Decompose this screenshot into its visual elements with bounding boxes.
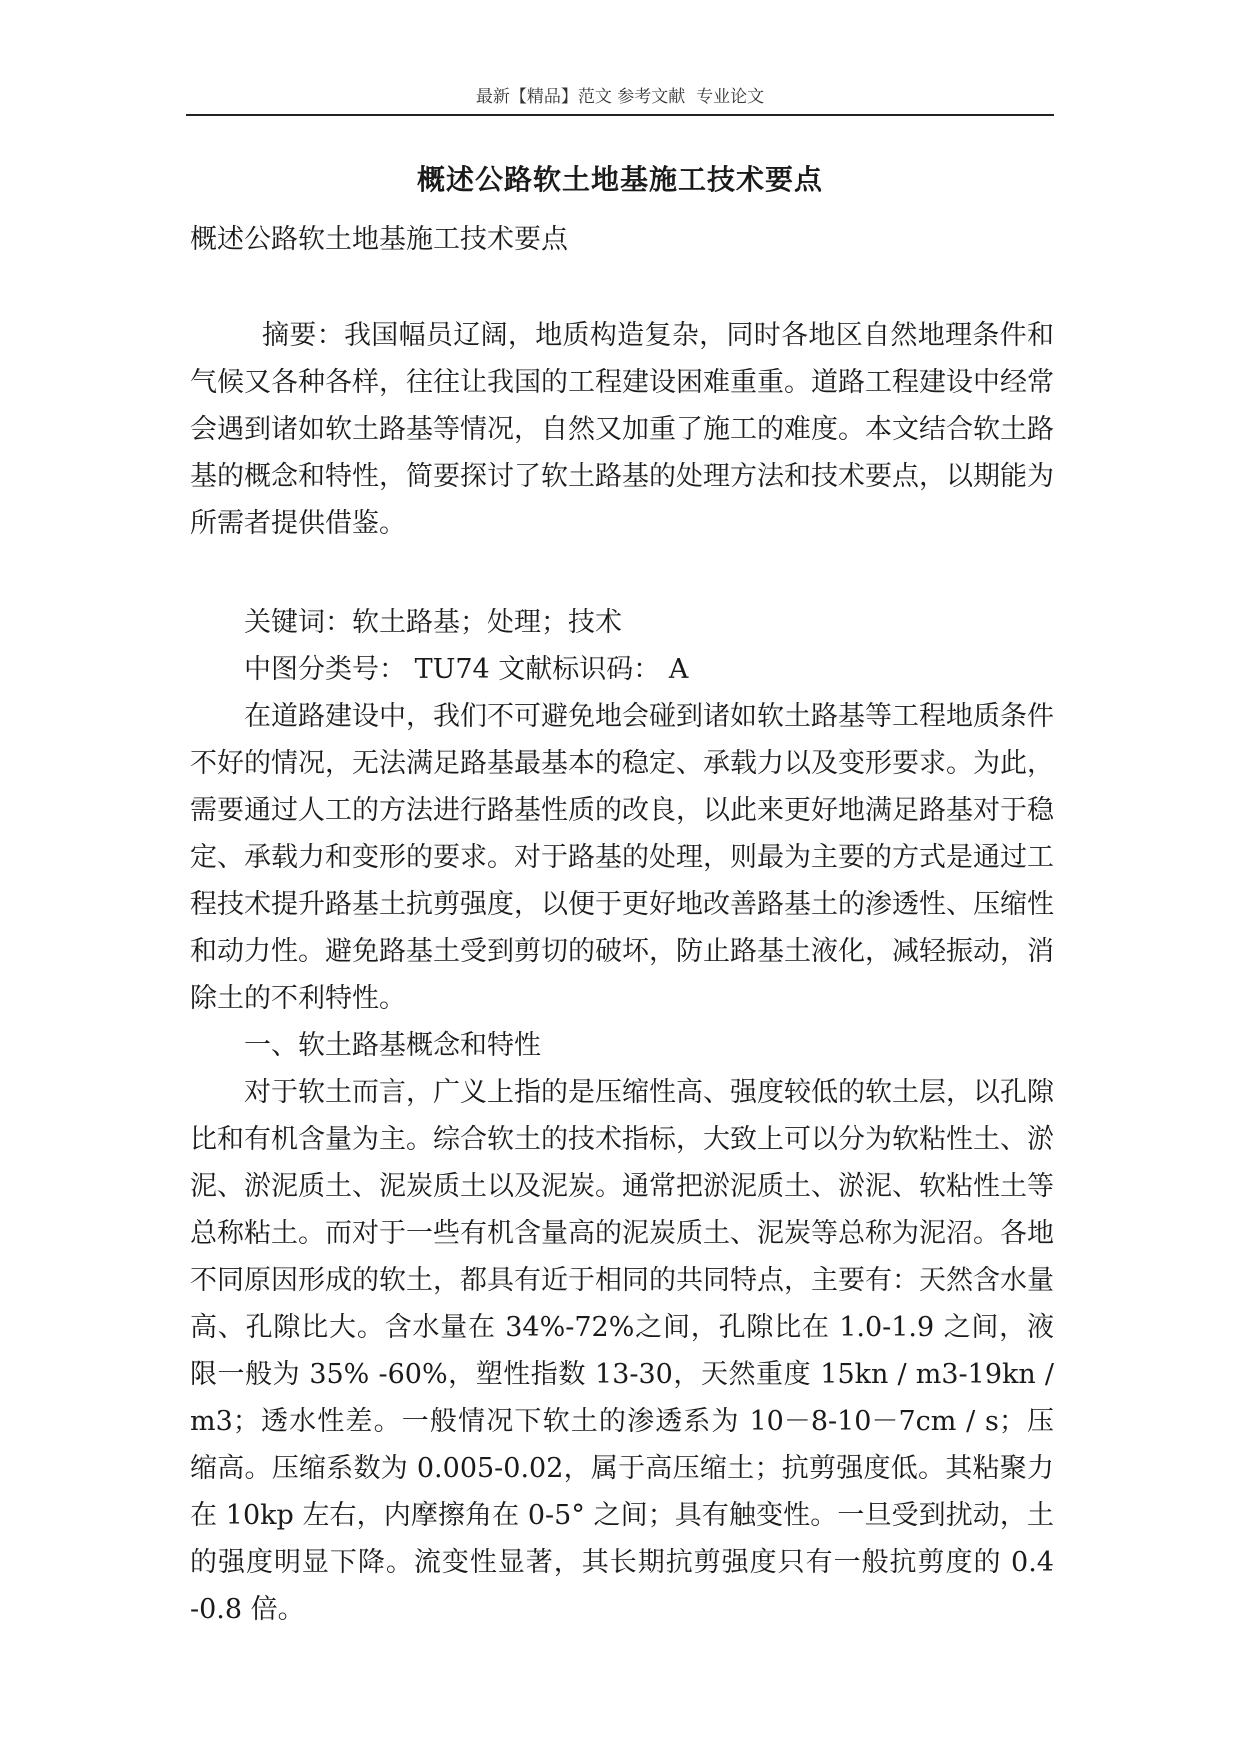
paragraph-spacer — [190, 547, 1054, 599]
running-header: 最新【精品】范文 参考文献 专业论文 — [475, 87, 765, 107]
keywords-line: 关键词：软土路基；处理；技术 — [244, 607, 622, 638]
document-title: 概述公路软土地基施工技术要点 — [416, 163, 823, 196]
section-paragraph: 对于软土而言，广义上指的是压缩性高、强度较低的软土层，以孔隙比和有机含量为主。综合软土的技术指标，大致上可以分为软粘性土、淤泥、淤泥质土、泥炭质土以及泥炭。通常把淤泥质土、淤泥、软粘性土等总称粘土。而对于一些有机含量高的泥炭质土、泥炭等总称为泥沼。各地不同原因形成的软土，都具有近于相同的共同特点，主要有：天然含水量高、孔隙比大。含水量在 34%-72%之间，孔隙比在 1.0-1.9 之间，液限一般为 35% -60%，塑性指数 13-30，天然重度 15kn / m3-19kn / m3；透水性差。一般情况下软土的渗透系为 10－8-10－7cm / s；压缩高。压缩系数为 0.005-0.02，属于高压缩土；抗剪强度低。其粘聚力在 10kp 左右，内摩擦角在 0-5° 之间；具有触变性。一旦受到扰动，土的强度明显下降。流变性显著，其长期抗剪强度只有一般抗剪度的 0.4 -0.8 倍。 — [190, 1077, 1054, 1625]
intro-paragraph: 在道路建设中，我们不可避免地会碰到诸如软土路基等工程地质条件不好的情况，无法满足路基最基本的稳定、承载力以及变形要求。为此，需要通过人工的方法进行路基性质的改良，以此来更好地满足路基对于稳定、承载力和变形的要求。对于路基的处理，则最为主要的方式是通过工程技术提升路基土抗剪强度，以便于更好地改善路基土的渗透性、压缩性和动力性。避免路基土受到剪切的破坏，防止路基土液化，减轻振动，消除土的不利特性。 — [190, 701, 1054, 1014]
classification-line: 中图分类号： TU74 文献标识码： A — [244, 654, 689, 685]
document-subtitle: 概述公路软土地基施工技术要点 — [190, 224, 568, 255]
document-body — [190, 312, 1054, 1633]
header-divider — [186, 114, 1054, 116]
section-heading: 一、软土路基概念和特性 — [244, 1030, 541, 1061]
abstract-paragraph: 摘要：我国幅员辽阔，地质构造复杂，同时各地区自然地理条件和气候又各种各样，往往让我国的工程建设困难重重。道路工程建设中经常会遇到诸如软土路基等情况，自然又加重了施工的难度。本文结合软土路基的概念和特性，简要探讨了软土路基的处理方法和技术要点，以期能为所需者提供借鉴。 — [190, 320, 1054, 539]
